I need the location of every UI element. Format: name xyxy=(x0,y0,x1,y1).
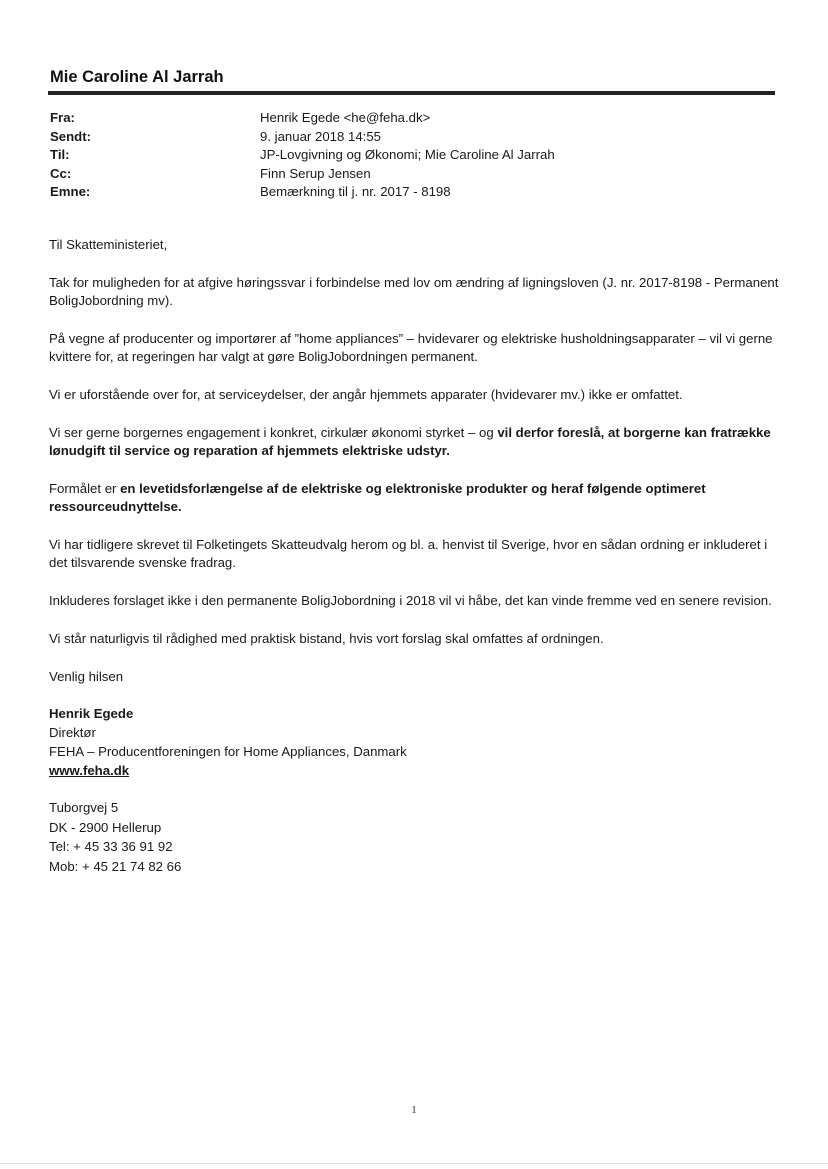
address-street: Tuborgvej 5 xyxy=(49,800,119,815)
page-number: 1 xyxy=(411,1104,417,1116)
closing: Venlig hilsen xyxy=(49,669,124,684)
signature-name: Henrik Egede xyxy=(49,706,134,721)
header-label: Emne: xyxy=(50,184,91,199)
paragraph: Vi står naturligvis til rådighed med praktisk bistand, hvis vort forslag skal omfattes af ordningen. xyxy=(49,631,604,646)
address-block xyxy=(49,798,779,876)
header-row-from xyxy=(50,110,770,129)
paragraph-text: Vi ser gerne borgernes engagement i konkret, cirkulær økonomi styrket – og xyxy=(49,425,498,440)
paragraph: På vegne af producenter og importører af ”home appliances” – hvidevarer og elektriske husholdningsapparater – vil vi gerne kvittere for, at regeringen har valgt at gøre BoligJobordningen permanent. xyxy=(49,331,773,364)
signature-title: Direktør xyxy=(49,725,96,740)
header-value-subject: Bemærkning til j. nr. 2017 - 8198 xyxy=(260,184,451,199)
paragraph-purpose xyxy=(49,480,779,516)
header-value-sent: 9. januar 2018 14:55 xyxy=(260,128,381,144)
paragraph: Vi er uforstående over for, at serviceydelser, der angår hjemmets apparater (hvidevarer mv.) ikke er omfattet. xyxy=(49,387,683,402)
header-label: Fra: xyxy=(50,110,75,125)
scan-edge xyxy=(0,1163,828,1164)
paragraph-proposal xyxy=(49,424,779,460)
email-header xyxy=(50,110,770,203)
signature-organization: FEHA – Producentforeningen for Home Appliances, Danmark xyxy=(49,744,407,759)
header-value-cc: Finn Serup Jensen xyxy=(260,165,371,181)
paragraph-emphasis: en levetidsforlængelse af de elektriske og elektroniske produkter og heraf følgende optimeret ressourceudnyttelse. xyxy=(49,481,706,514)
header-value-to: JP-Lovgivning og Økonomi; Mie Caroline Al Jarrah xyxy=(260,147,555,162)
website-link[interactable]: www.feha.dk xyxy=(49,763,130,778)
paragraph-emphasis: vil derfor foreslå, at borgerne kan fratrække lønudgift til service og reparation af hjemmets elektriske udstyr. xyxy=(49,425,771,458)
paragraph-text: Formålet er xyxy=(49,481,121,496)
header-label: Til: xyxy=(50,147,70,162)
mailbox-owner-name: Mie Caroline Al Jarrah xyxy=(50,68,224,86)
mobile-number: Mob: + 45 21 74 82 66 xyxy=(49,858,182,874)
address-city: DK - 2900 Hellerup xyxy=(49,819,162,835)
greeting: Til Skatteministeriet, xyxy=(49,237,168,252)
paragraph: Vi har tidligere skrevet til Folketingets Skatteudvalg herom og bl. a. henvist til Sverige, hvor en sådan ordning er inkluderet i det tilsvarende svenske fradrag. xyxy=(49,537,768,570)
email-body xyxy=(49,236,779,876)
signature-block xyxy=(49,704,779,780)
header-label: Cc: xyxy=(50,165,72,181)
header-rule xyxy=(48,91,775,95)
header-row-sent xyxy=(50,129,770,148)
header-row-subject xyxy=(50,184,770,203)
paragraph: Tak for muligheden for at afgive høringssvar i forbindelse med lov om ændring af ligningsloven (J. nr. 2017-8198 - Permanent BoligJobordning mv). xyxy=(49,275,779,308)
header-row-cc xyxy=(50,166,770,185)
header-row-to xyxy=(50,147,770,166)
header-value-from: Henrik Egede <he@feha.dk> xyxy=(260,110,431,125)
paragraph: Inkluderes forslaget ikke i den permanente BoligJobordning i 2018 vil vi håbe, det kan vinde fremme ved en senere revision. xyxy=(49,593,772,608)
phone-number: Tel: + 45 33 36 91 92 xyxy=(49,839,173,854)
header-label: Sendt: xyxy=(50,128,92,144)
